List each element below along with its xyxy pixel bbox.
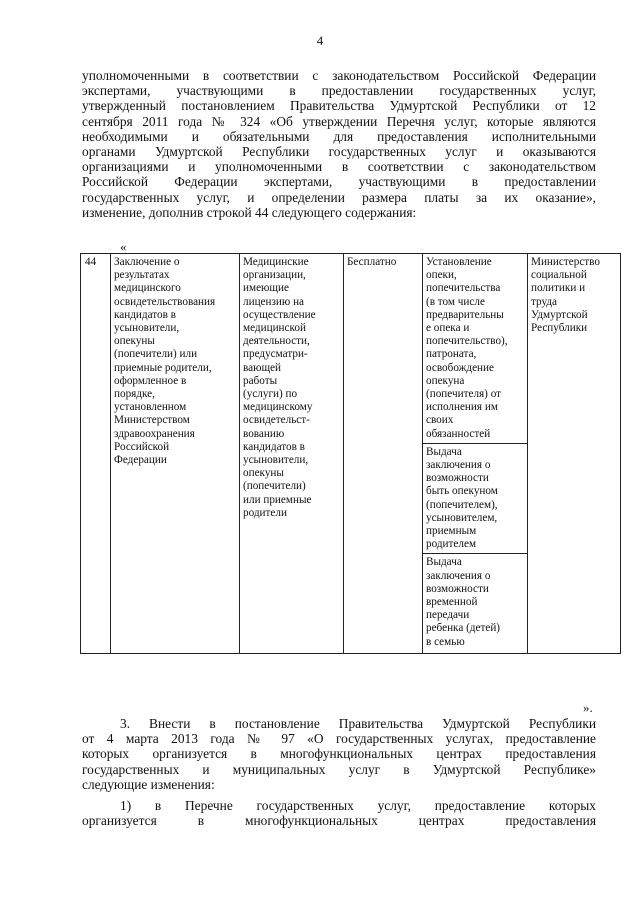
item3-sub-paragraph: [82, 798, 596, 828]
state-service-item: Выдача заключения о возможности временной передачи ребенка (детей) в семью: [426, 556, 501, 648]
services-table: [80, 253, 621, 654]
opening-quote: «: [120, 239, 127, 254]
text-line: государственных услуг, и определении размера платы за их оказание»,: [82, 189, 596, 205]
state-service-item: Установление опеки, попечительства (в том числе предварительны е опека и попечительство), патроната, освобождение опекуна (попечителя) от исполнения им своих обязанностей: [423, 256, 527, 444]
text-line: которых организуется в многофункциональных центрах предоставления: [82, 746, 596, 762]
text-line: организациями и уполномоченными в соответствии с законодательством: [82, 159, 596, 175]
closing-quote: ».: [583, 700, 593, 715]
text-line: 3. Внести в постановление Правительства Удмуртской Республики: [120, 716, 596, 731]
item3-paragraph: [82, 716, 596, 792]
text-line: 1) в Перечне государственных услуг, предоставление которых: [120, 798, 596, 813]
intro-paragraph: [82, 68, 596, 220]
fee-cell: Бесплатно: [344, 254, 423, 654]
text-line: следующие изменения:: [82, 776, 215, 792]
table-row: [81, 254, 621, 654]
text-line: изменение, дополнив строкой 44 следующего содержания:: [82, 204, 417, 220]
row-number: 44: [81, 254, 111, 654]
text-line: Российской Федерации экспертами, участвующими в предоставлении: [82, 174, 596, 190]
state-services-cell: [423, 254, 528, 654]
text-line: сентября 2011 года № 324 «Об утверждении Перечня услуг, которые являются: [82, 113, 596, 129]
text-line: уполномоченными в соответствии с законодательством Российской Федерации: [82, 68, 596, 83]
text-line: государственных и муниципальных услуг в Удмуртской Республике»: [82, 761, 596, 777]
text-line: органами Удмуртской Республики государственных услуг и оказываются: [82, 144, 596, 160]
text-line: экспертами, участвующими в предоставлении государственных услуг,: [82, 83, 596, 99]
text-line: организуется в многофункциональных центрах предоставления: [82, 813, 596, 829]
text-line: необходимыми и обязательными для предоставления исполнительными: [82, 128, 596, 144]
text-line: от 4 марта 2013 года № 97 «О государственных услугах, предоставление: [82, 731, 596, 747]
provider-cell: Медицинские организации, имеющие лицензию на осуществление медицинской деятельности, предусматри- вающей работы (услуги) по медицинскому освидетельст- вованию кандидатов в усыновители, опекуны (попечители) или приемные родители: [240, 254, 344, 654]
page-number: 4: [316, 33, 324, 48]
ministry-cell: Министерство социальной политики и труда Удмуртской Республики: [528, 254, 621, 654]
service-name-cell: Заключение о результатах медицинского освидетельствования кандидатов в усыновители, опекуны (попечители) или приемные родители, оформленное в порядке, установленном Министерством здравоохранения Российской Федерации: [111, 254, 240, 654]
text-line: утвержденный постановлением Правительства Удмуртской Республики от 12: [82, 98, 596, 114]
state-service-item: Выдача заключения о возможности быть опекуном (попечителем), усыновителем, приемным родителем: [423, 444, 527, 555]
